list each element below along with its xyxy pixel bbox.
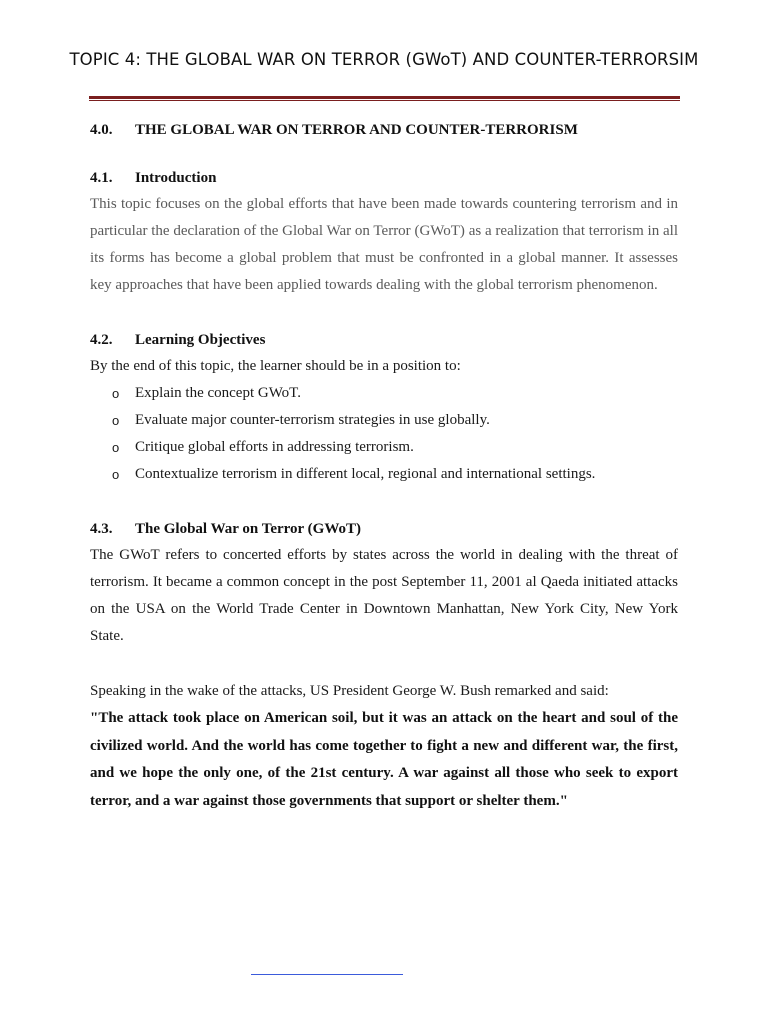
bullet-icon: o xyxy=(112,386,120,401)
list-item-text: Critique global efforts in addressing terrorism. xyxy=(135,439,414,455)
section-heading-main xyxy=(90,117,678,143)
header-divider-thin xyxy=(89,100,680,101)
objectives-lead: By the end of this topic, the learner should be in a position to: xyxy=(90,358,461,374)
bush-quote: "The attack took place on American soil, but it was an attack on the heart and soul of the civilized world. And the world has come together to fight a new and different war, the first, and we hope the only one, of the 21st century. A war against all those who seek to export terror, and a war against those governments that support or shelter them." xyxy=(90,710,678,809)
section-number: 4.1. xyxy=(90,170,113,186)
section-heading-gwot xyxy=(90,516,678,542)
objectives-list xyxy=(90,380,678,488)
list-item-text: Contextualize terrorism in different local, regional and international settings. xyxy=(135,466,596,482)
bullet-icon: o xyxy=(112,413,120,428)
header-divider-thick xyxy=(89,96,680,99)
gwot-paragraph: The GWoT refers to concerted efforts by states across the world in dealing with the threat of terrorism. It became a common concept in the post September 11, 2001 al Qaeda initiated attacks on the USA on the World Trade Center in Downtown Manhattan, New York City, New York State. xyxy=(90,547,678,644)
section-heading-introduction xyxy=(90,165,678,191)
list-item-text: Explain the concept GWoT. xyxy=(135,385,301,401)
document-body xyxy=(90,117,678,815)
list-item xyxy=(90,434,678,461)
list-item xyxy=(90,380,678,407)
section-heading-learning-objectives xyxy=(90,327,678,353)
list-item xyxy=(90,407,678,434)
list-item xyxy=(90,461,678,488)
footnote-separator xyxy=(251,974,403,975)
bullet-icon: o xyxy=(112,467,120,482)
section-title: Learning Objectives xyxy=(135,332,266,348)
list-item-text: Evaluate major counter-terrorism strategies in use globally. xyxy=(135,412,490,428)
section-title: THE GLOBAL WAR ON TERROR AND COUNTER-TERRORISM xyxy=(135,122,578,138)
section-number: 4.0. xyxy=(90,122,113,138)
quote-intro: Speaking in the wake of the attacks, US President George W. Bush remarked and said: xyxy=(90,683,609,699)
section-number: 4.2. xyxy=(90,332,113,348)
page-header-title: TOPIC 4: THE GLOBAL WAR ON TERROR (GWoT) AND COUNTER-TERRORSIM xyxy=(69,50,699,69)
header-divider xyxy=(89,96,680,102)
section-title: Introduction xyxy=(135,170,217,186)
section-number: 4.3. xyxy=(90,521,113,537)
bullet-icon: o xyxy=(112,440,120,455)
section-title: The Global War on Terror (GWoT) xyxy=(135,521,362,537)
introduction-paragraph: This topic focuses on the global efforts that have been made towards countering terrorism and in particular the declaration of the Global War on Terror (GWoT) as a realization that terrorism in all its forms has become a global problem that must be confronted in a global manner. It assesses key approaches that have been applied towards dealing with the global terrorism phenomenon. xyxy=(90,196,678,293)
